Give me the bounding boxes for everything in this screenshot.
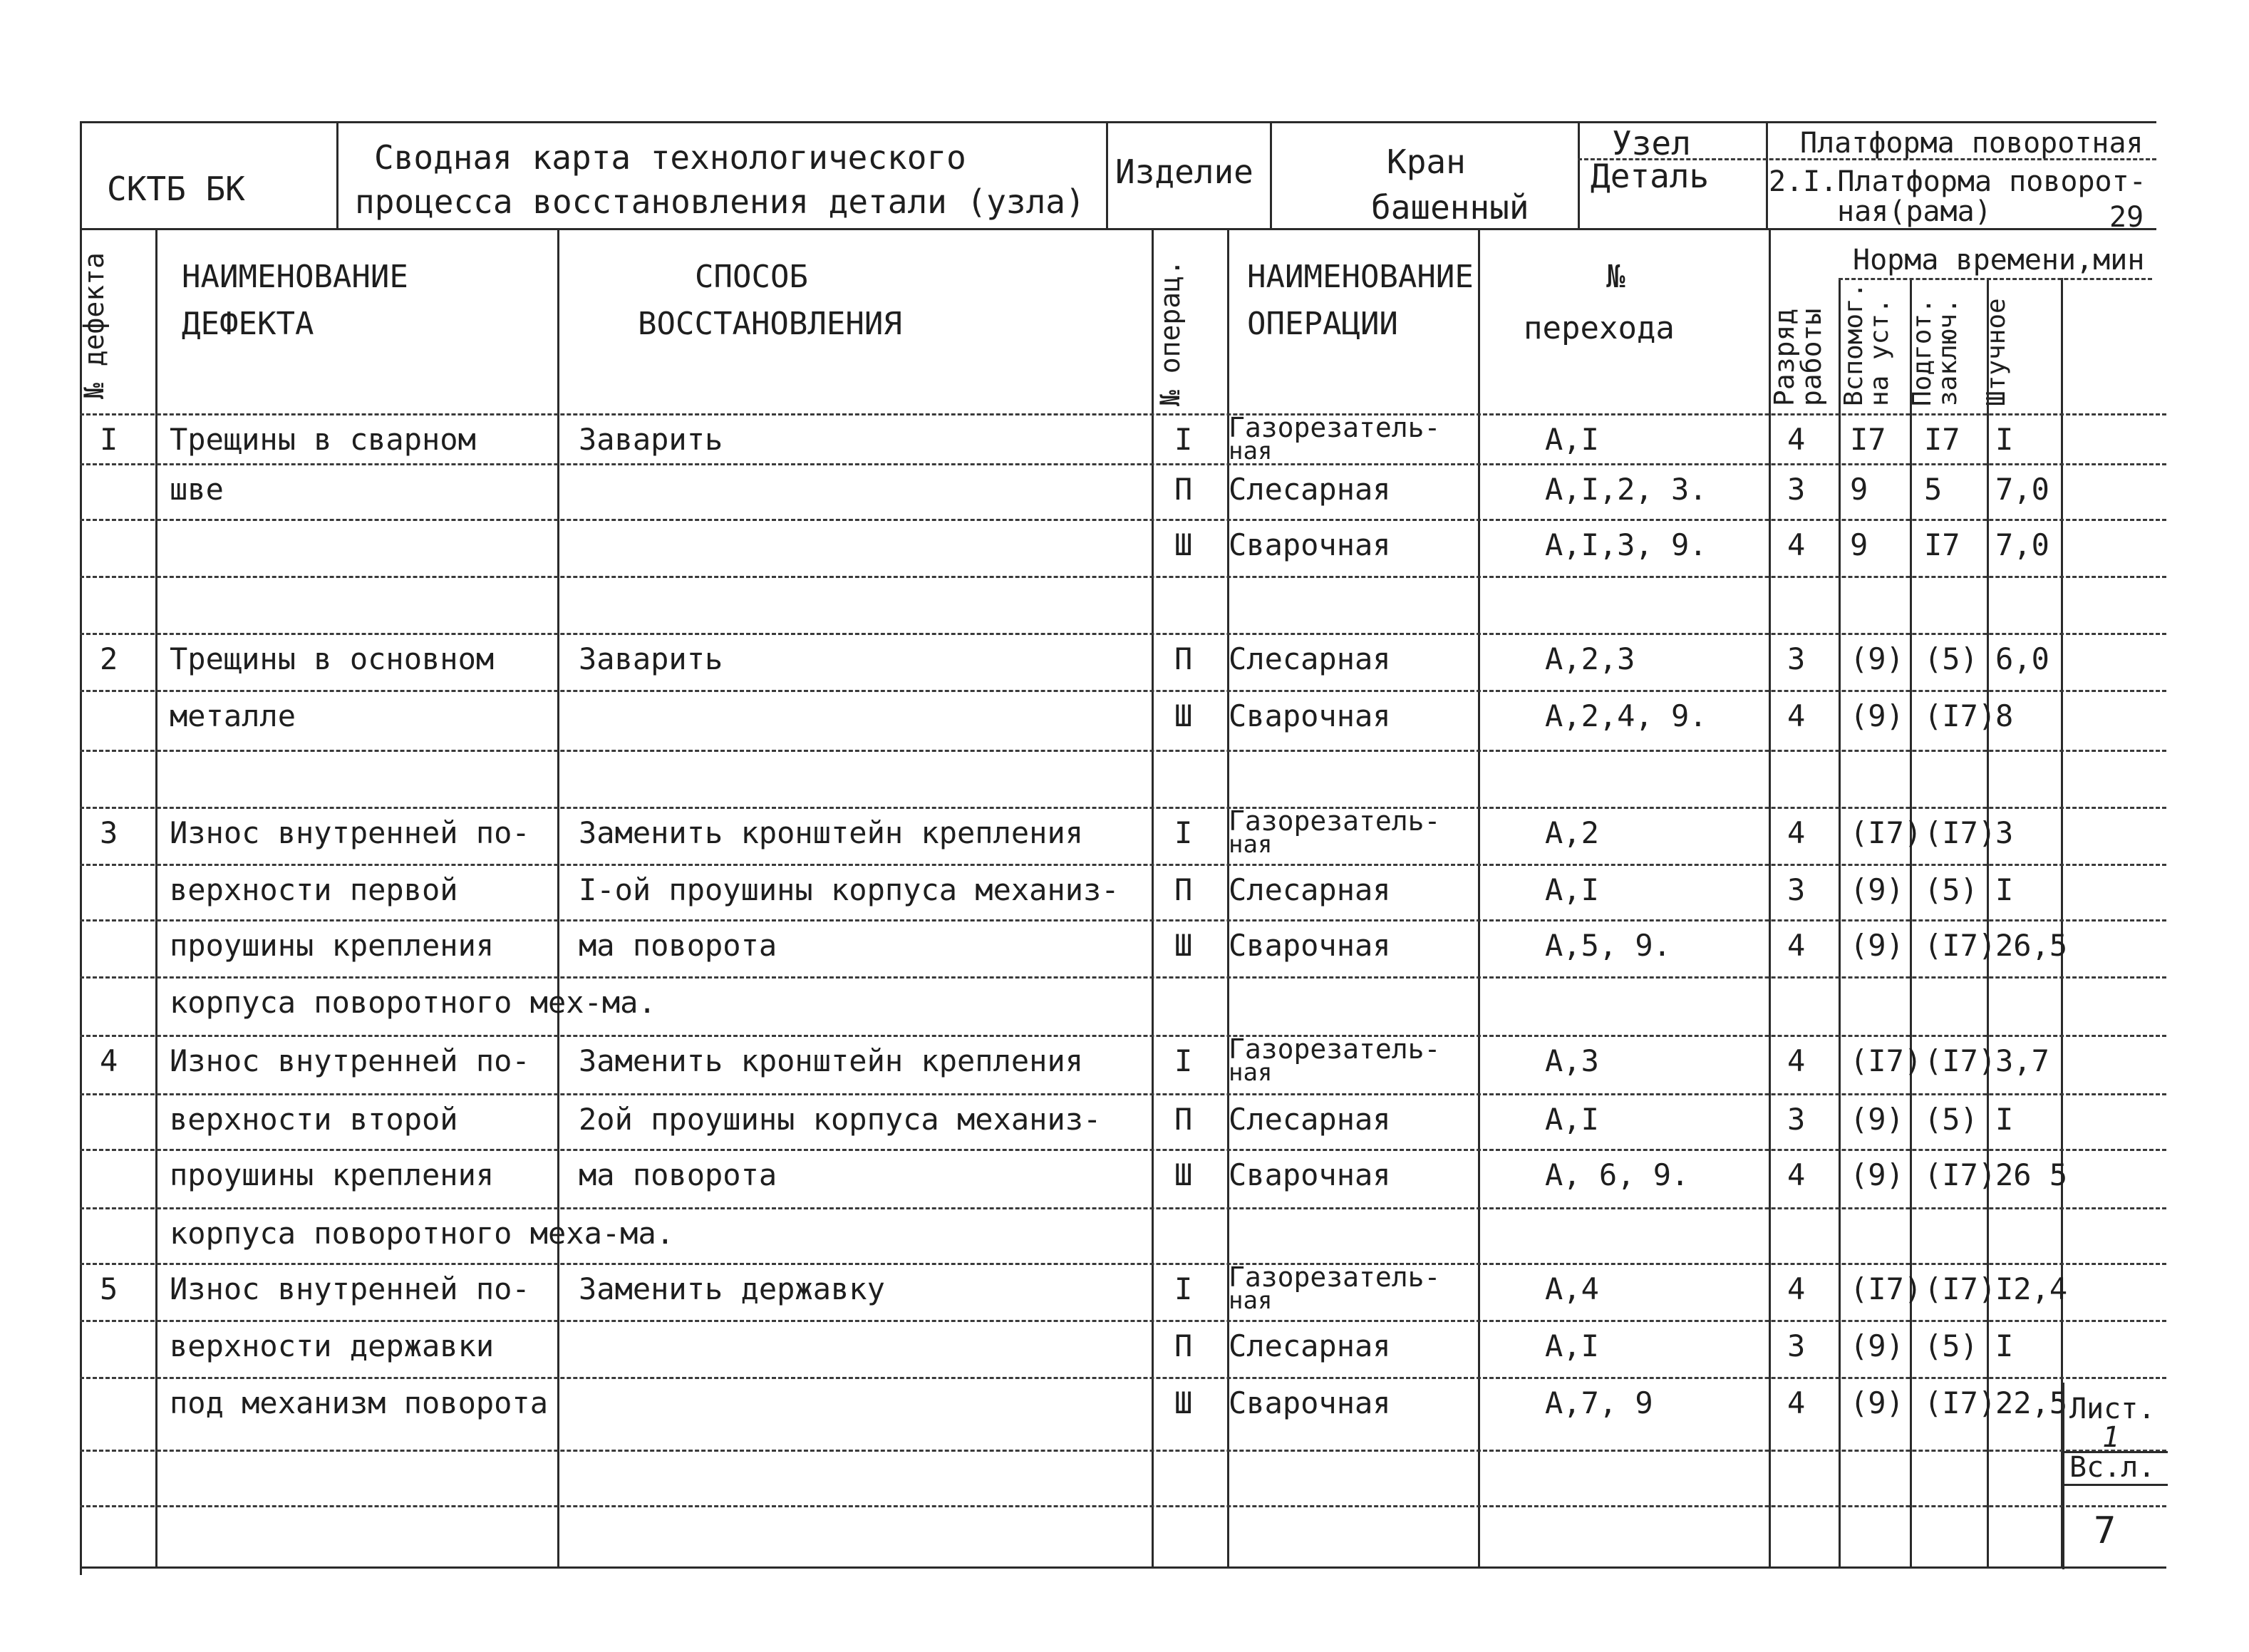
op-name-cell: Сварочная — [1229, 928, 1391, 963]
op-name-cell-cont: ная — [1229, 437, 1273, 465]
op-no-cell: Ш — [1174, 928, 1193, 963]
defect-name-cell: проушины крепления — [170, 1157, 495, 1192]
row-line — [80, 633, 2166, 635]
method-cell: Заварить — [579, 422, 723, 457]
piece-time-cell: 22,5 — [1995, 1385, 2068, 1420]
total-sheets-label: Вс.л. — [2069, 1451, 2156, 1484]
method-cell: Заменить кронштейн крепления — [579, 815, 1084, 850]
row-line — [80, 413, 2166, 415]
time-norm-divider — [1839, 278, 2152, 280]
grade-cell: 3 — [1787, 641, 1806, 676]
transition-cell: А,5, 9. — [1545, 928, 1672, 963]
piece-time-cell: 3,7 — [1995, 1043, 2049, 1078]
product-value-line2: башенный — [1371, 188, 1529, 227]
unit-value: Платформа поворотная — [1800, 127, 2144, 160]
column-line — [155, 228, 157, 1566]
transition-cell: А,7, 9 — [1545, 1385, 1653, 1420]
op-no-cell: I — [1174, 1271, 1193, 1306]
product-label: Изделие — [1115, 153, 1253, 191]
prep-time-cell: (I7) — [1924, 698, 1997, 733]
op-name-cell: Газорезатель- — [1229, 805, 1441, 837]
prep-time-cell: 5 — [1924, 472, 1943, 507]
piece-time-cell: I2,4 — [1995, 1271, 2068, 1306]
unit-label: Узел — [1612, 124, 1691, 162]
divider — [1106, 121, 1108, 228]
defect-no-cell: 4 — [100, 1043, 118, 1078]
op-name-cell-cont: ная — [1229, 830, 1273, 859]
grade-cell: 4 — [1787, 1157, 1806, 1192]
op-name-cell: Сварочная — [1229, 1157, 1391, 1192]
transition-cell: А,I,3, 9. — [1545, 527, 1707, 562]
op-no-cell: I — [1174, 422, 1193, 457]
defect-name-cell: шве — [170, 472, 224, 507]
col-grade-line2: работы — [1796, 308, 1827, 406]
col-aux-line2: на уст. — [1865, 298, 1894, 406]
detail-label: Деталь — [1591, 157, 1710, 195]
op-name-cell-cont: ная — [1229, 1286, 1273, 1315]
transition-cell: А,I — [1545, 872, 1599, 907]
prep-time-cell: (I7) — [1924, 1043, 1997, 1078]
total-sheets-value: 7 — [2094, 1509, 2116, 1552]
op-no-cell: П — [1174, 472, 1193, 507]
prep-time-cell: (5) — [1924, 872, 1978, 907]
op-no-cell: Ш — [1174, 1385, 1193, 1420]
transition-cell: А,I — [1545, 422, 1599, 457]
col-prep-line1: Подгот. — [1908, 298, 1937, 406]
row-line — [80, 750, 2166, 752]
grade-cell: 4 — [1787, 1271, 1806, 1306]
prep-time-cell: (5) — [1924, 641, 1978, 676]
col-op-name-line1: НАИМЕНОВАНИЕ — [1247, 259, 1474, 295]
aux-time-cell: (I7) — [1850, 815, 1923, 850]
divider — [1766, 121, 1768, 228]
prep-time-cell: (I7) — [1924, 1385, 1997, 1420]
column-line — [557, 228, 559, 1566]
op-no-cell: П — [1174, 1102, 1193, 1137]
grade-cell: 4 — [1787, 928, 1806, 963]
aux-time-cell: (9) — [1850, 1328, 1904, 1363]
grade-cell: 3 — [1787, 472, 1806, 507]
header-bottom-line — [80, 228, 2156, 230]
grade-cell: 4 — [1787, 815, 1806, 850]
op-no-cell: I — [1174, 1043, 1193, 1078]
col-method-line2: ВОССТАНОВЛЕНИЯ — [638, 306, 902, 342]
row-line — [80, 1093, 2166, 1095]
op-no-cell: Ш — [1174, 1157, 1193, 1192]
card-title-line2: процесса восстановления детали (узла) — [355, 182, 1085, 221]
op-no-cell: П — [1174, 641, 1193, 676]
prep-time-cell: (5) — [1924, 1328, 1978, 1363]
op-name-cell: Газорезатель- — [1229, 412, 1441, 443]
transition-cell: А,2,3 — [1545, 641, 1635, 676]
transition-cell: А,I — [1545, 1328, 1599, 1363]
transition-cell: А,I — [1545, 1102, 1599, 1137]
row-line — [80, 1505, 2166, 1507]
method-cell: 2ой проушины корпуса механиз- — [579, 1102, 1102, 1137]
grade-cell: 3 — [1787, 872, 1806, 907]
defect-name-cell: Износ внутренней по- — [170, 1043, 530, 1078]
row-line — [80, 919, 2166, 921]
aux-time-cell: 9 — [1850, 527, 1868, 562]
grade-cell: 4 — [1787, 527, 1806, 562]
detail-value-line1: 2.I.Платформа поворот- — [1769, 165, 2146, 198]
aux-time-cell: (9) — [1850, 928, 1904, 963]
defect-name-cell: корпуса поворотного меха-ма. — [170, 1216, 675, 1251]
detail-number: 29 — [2109, 201, 2144, 234]
row-line — [80, 690, 2166, 692]
col-transition-line1: № — [1606, 259, 1625, 295]
defect-name-cell: под механизм поворота — [170, 1385, 549, 1420]
defect-name-cell: верхности второй — [170, 1102, 458, 1137]
transition-cell: А,2 — [1545, 815, 1599, 850]
row-line — [80, 1320, 2166, 1322]
op-no-cell: П — [1174, 872, 1193, 907]
op-name-cell: Сварочная — [1229, 1385, 1391, 1420]
defect-name-cell: Трещины в основном — [170, 641, 495, 676]
row-line — [80, 976, 2166, 979]
defect-no-cell: 5 — [100, 1271, 118, 1306]
column-line — [1910, 278, 1912, 1566]
grade-cell: 3 — [1787, 1328, 1806, 1363]
defect-no-cell: 2 — [100, 641, 118, 676]
aux-time-cell: (9) — [1850, 698, 1904, 733]
column-line — [1478, 228, 1480, 1566]
table-bottom-line — [80, 1566, 2166, 1569]
transition-cell: А,I,2, 3. — [1545, 472, 1707, 507]
aux-time-cell: (9) — [1850, 1102, 1904, 1137]
column-line — [1769, 228, 1771, 1566]
row-line — [80, 1263, 2166, 1265]
row-line — [80, 1149, 2166, 1151]
piece-time-cell: 7,0 — [1995, 527, 2049, 562]
op-name-cell: Слесарная — [1229, 1102, 1391, 1137]
aux-time-cell: (I7) — [1850, 1271, 1923, 1306]
divider — [2062, 1383, 2064, 1569]
col-method-line1: СПОСОБ — [695, 259, 808, 295]
grade-cell: 4 — [1787, 1043, 1806, 1078]
aux-time-cell: I7 — [1850, 422, 1886, 457]
prep-time-cell: (I7) — [1924, 928, 1997, 963]
grade-cell: 4 — [1787, 422, 1806, 457]
op-no-cell: I — [1174, 815, 1193, 850]
defect-no-cell: 3 — [100, 815, 118, 850]
row-line — [80, 519, 2166, 521]
col-defect-name-line1: НАИМЕНОВАНИЕ — [182, 259, 408, 295]
row-line — [80, 1035, 2166, 1037]
divider — [336, 121, 338, 228]
row-line — [80, 576, 2166, 578]
col-prep-line2: заключ. — [1933, 298, 1963, 406]
defect-name-cell: верхности первой — [170, 872, 458, 907]
prep-time-cell: (I7) — [1924, 1157, 1997, 1192]
transition-cell: А,2,4, 9. — [1545, 698, 1707, 733]
column-line — [2061, 278, 2063, 1566]
defect-name-cell: верхности державки — [170, 1328, 495, 1363]
op-name-cell: Сварочная — [1229, 698, 1391, 733]
op-no-cell: Ш — [1174, 698, 1193, 733]
sheet-label: Лист. — [2069, 1393, 2156, 1425]
piece-time-cell: 8 — [1995, 698, 2014, 733]
defect-name-cell: Трещины в сварном — [170, 422, 476, 457]
detail-value-line2: ная(рама) — [1837, 195, 1992, 228]
op-name-cell: Слесарная — [1229, 1328, 1391, 1363]
aux-time-cell: (I7) — [1850, 1043, 1923, 1078]
transition-cell: А,3 — [1545, 1043, 1599, 1078]
aux-time-cell: (9) — [1850, 1157, 1904, 1192]
divider — [2062, 1484, 2168, 1486]
row-line — [80, 807, 2166, 809]
col-grade-line1: Разряд — [1769, 308, 1800, 406]
aux-time-cell: (9) — [1850, 1385, 1904, 1420]
piece-time-cell: 3 — [1995, 815, 2014, 850]
piece-time-cell: I — [1995, 422, 2014, 457]
org-name: СКТБ БК — [107, 170, 245, 208]
method-cell: Заварить — [579, 641, 723, 676]
row-line — [80, 1450, 2166, 1452]
column-line — [1839, 278, 1841, 1566]
prep-time-cell: I7 — [1924, 527, 1960, 562]
row-line — [80, 463, 2166, 465]
defect-no-cell: I — [100, 422, 118, 457]
prep-time-cell: I7 — [1924, 422, 1960, 457]
border-top — [80, 121, 2156, 123]
prep-time-cell: (I7) — [1924, 815, 1997, 850]
op-name-cell: Слесарная — [1229, 472, 1391, 507]
defect-name-cell: корпуса поворотного мех-ма. — [170, 985, 656, 1020]
piece-time-cell: 26,5 — [1995, 928, 2068, 963]
method-cell: ма поворота — [579, 1157, 777, 1192]
defect-name-cell: Износ внутренней по- — [170, 815, 530, 850]
prep-time-cell: (I7) — [1924, 1271, 1997, 1306]
piece-time-cell: I — [1995, 1328, 2014, 1363]
product-value-line1: Кран — [1387, 143, 1466, 181]
defect-name-cell: проушины крепления — [170, 928, 495, 963]
method-cell: Заменить державку — [579, 1271, 885, 1306]
col-op-no: № операц. — [1154, 259, 1186, 406]
col-op-name-line2: ОПЕРАЦИИ — [1247, 306, 1398, 342]
col-piece: Штучное — [1982, 298, 2011, 406]
op-name-cell: Слесарная — [1229, 641, 1391, 676]
op-name-cell: Сварочная — [1229, 527, 1391, 562]
aux-time-cell: (9) — [1850, 641, 1904, 676]
prep-time-cell: (5) — [1924, 1102, 1978, 1137]
row-line — [80, 864, 2166, 866]
column-line — [1152, 228, 1154, 1566]
method-cell: Заменить кронштейн крепления — [579, 1043, 1084, 1078]
col-defect-name-line2: ДЕФЕКТА — [182, 306, 314, 342]
piece-time-cell: 6,0 — [1995, 641, 2049, 676]
grade-cell: 4 — [1787, 1385, 1806, 1420]
card-title-line1: Сводная карта технологического — [374, 138, 966, 177]
transition-cell: А,4 — [1545, 1271, 1599, 1306]
divider — [1578, 121, 1580, 228]
defect-name-cell: металле — [170, 698, 296, 733]
piece-time-cell: 7,0 — [1995, 472, 2049, 507]
op-name-cell-cont: ная — [1229, 1058, 1273, 1087]
method-cell: I-ой проушины корпуса механиз- — [579, 872, 1120, 907]
aux-time-cell: (9) — [1850, 872, 1904, 907]
grade-cell: 3 — [1787, 1102, 1806, 1137]
row-line — [80, 1207, 2166, 1209]
col-transition-line2: перехода — [1524, 310, 1675, 346]
piece-time-cell: I — [1995, 1102, 2014, 1137]
defect-name-cell: Износ внутренней по- — [170, 1271, 530, 1306]
column-line — [1987, 278, 1989, 1566]
row-line — [80, 1377, 2166, 1379]
method-cell: ма поворота — [579, 928, 777, 963]
grade-cell: 4 — [1787, 698, 1806, 733]
col-defect-no: № дефекта — [78, 252, 110, 399]
divider — [1270, 121, 1272, 228]
sheet-value: 1 — [2102, 1421, 2120, 1454]
col-time-norm: Норма времени,мин — [1853, 244, 2145, 277]
op-name-cell: Газорезатель- — [1229, 1261, 1441, 1293]
piece-time-cell: I — [1995, 872, 2014, 907]
transition-cell: А, 6, 9. — [1545, 1157, 1690, 1192]
op-no-cell: П — [1174, 1328, 1193, 1363]
aux-time-cell: 9 — [1850, 472, 1868, 507]
op-no-cell: Ш — [1174, 527, 1193, 562]
op-name-cell: Газорезатель- — [1229, 1033, 1441, 1065]
col-aux-line1: Вспомог. — [1839, 282, 1868, 406]
piece-time-cell: 26 5 — [1995, 1157, 2068, 1192]
op-name-cell: Слесарная — [1229, 872, 1391, 907]
